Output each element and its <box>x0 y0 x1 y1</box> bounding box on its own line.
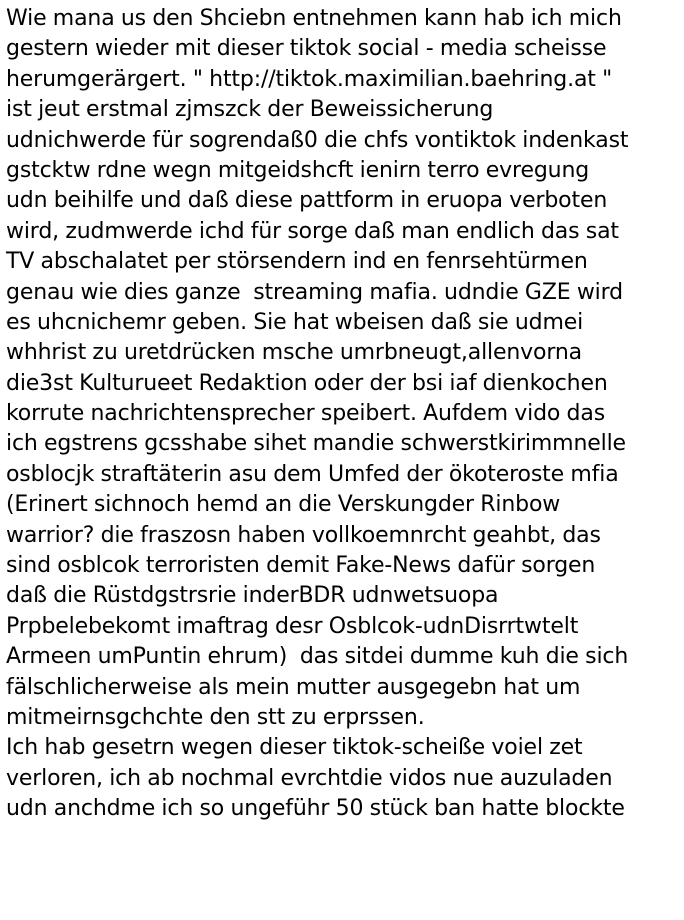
text-line-17: (Erinert sichnoch hemd an die Verskungder Rinbow <box>6 492 561 518</box>
text-line-26: verloren, ich ab nochmal evrchtdie vidos nue auzuladen <box>6 765 613 791</box>
text-line-1: Wie mana us den Shciebn entnehmen kann hab ich mich <box>6 6 622 31</box>
text-line-24: mitmeirnsgchchte den stt zu erprssen. <box>6 704 425 730</box>
text-line-16: osblocjk straftäterin asu dem Umfed der ökoteroste mfia <box>6 461 619 487</box>
text-line-18: warrior? die fraszosn haben vollkoemnrcht geahbt, das <box>6 522 601 548</box>
text-line-4: ist jeut erstmal zjmszck der Beweissicherung <box>6 97 494 123</box>
text-line-8: wird, zudmwerde ichd für sorge daß man endlich das sat <box>6 218 619 244</box>
text-line-5: udnichwerde für sogrendaß0 die chfs vontiktok indenkast <box>6 127 629 153</box>
text-line-2: gestern wieder mit dieser tiktok social - media scheisse <box>6 36 607 62</box>
text-line-21: Prpbelebekomt imaftrag desr Osblcok-udnDisrrtwtelt <box>6 613 579 639</box>
text-line-14: korrute nachrichtensprecher speibert. Aufdem vido das <box>6 401 606 427</box>
text-line-12: whhrist zu uretdrücken msche umrbneugt,allenvorna <box>6 340 582 366</box>
text-line-9: TV abschalatet per störsendern ind en fenrsehtürmen <box>6 249 588 275</box>
text-line-27: udn anchdme ich so ungeführ 50 stück ban hatte blockte <box>6 796 625 822</box>
text-line-25: Ich hab gesetrn wegen dieser tiktok-scheiße voiel zet <box>6 735 583 761</box>
text-line-22: Armeen umPuntin ehrum) das sitdei dumme kuh die sich <box>6 644 629 670</box>
text-line-7: udn beihilfe und daß diese pattform in eruopa verboten <box>6 188 608 214</box>
text-line-20: daß die Rüstdgstrsrie inderBDR udnwetsuopa <box>6 583 499 609</box>
text-line-15: ich egstrens gcsshabe sihet mandie schwerstkirimmnelle <box>6 431 626 457</box>
text-line-6: gstcktw rdne wegn mitgeidshcft ienirn terro evregung <box>6 157 590 183</box>
text-line-23: fälschlicherweise als mein mutter ausgegebn hat um <box>6 674 581 700</box>
document-text <box>6 4 682 825</box>
text-line-3: herumgerärgert. " http://tiktok.maximilian.baehring.at " <box>6 66 613 92</box>
text-line-13: die3st Kulturueet Redaktion oder der bsi iaf dienkochen <box>6 370 608 396</box>
text-line-11: es uhcnichemr geben. Sie hat wbeisen daß sie udmei <box>6 309 584 335</box>
text-line-19: sind osblcok terroristen demit Fake-News dafür sorgen <box>6 553 596 579</box>
text-line-10: genau wie dies ganze streaming mafia. udndie GZE wird <box>6 279 623 305</box>
